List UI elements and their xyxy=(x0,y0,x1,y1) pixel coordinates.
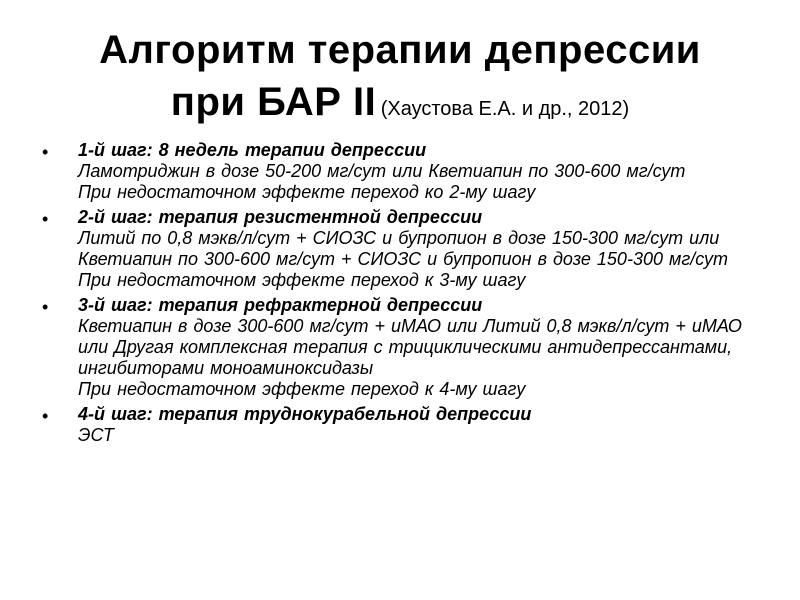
step-4-heading: 4-й шаг: терапия труднокурабельной депрессии xyxy=(78,404,532,424)
step-2-text: Литий по 0,8 мэкв/л/сут + СИОЗС и бупропион в дозе 150-300 мг/сут или Кветиапин по 300-600 мг/сут + СИОЗС и бупропион в дозе 150-300 мг/сут xyxy=(78,228,728,269)
step-1-text: Ламотриджин в дозе 50-200 мг/сут или Кветиапин по 300-600 мг/сут xyxy=(78,161,686,181)
step-1-transition: При недостаточном эффекте переход ко 2-му шагу xyxy=(78,182,536,202)
steps-list xyxy=(40,140,750,450)
step-3-text: Кветиапин в дозе 300-600 мг/сут + иМАО или Литий 0,8 мэкв/л/сут + иМАО или Другая комплексная терапия с трициклическими антидепрессантами, ингибиторами моноаминоксидазы xyxy=(78,316,742,378)
step-3-transition: При недостаточном эффекте переход к 4-му шагу xyxy=(78,379,526,399)
step-1 xyxy=(40,140,750,203)
title-line-2: при БАР II xyxy=(170,80,377,124)
bullet-icon: • xyxy=(42,297,49,317)
step-2-transition: При недостаточном эффекте переход к 3-му шагу xyxy=(78,270,526,290)
step-3-heading: 3-й шаг: терапия рефрактерной депрессии xyxy=(78,295,483,315)
bullet-icon: • xyxy=(42,209,49,229)
bullet-icon: • xyxy=(42,406,49,426)
step-4 xyxy=(40,404,750,446)
step-4-text: ЭСТ xyxy=(78,425,114,445)
step-3 xyxy=(40,295,750,400)
step-2 xyxy=(40,207,750,291)
step-2-heading: 2-й шаг: терапия резистентной депрессии xyxy=(78,207,483,227)
title-citation: (Хаустова Е.А. и др., 2012) xyxy=(380,98,630,120)
title-line-1: Алгоритм терапии депрессии xyxy=(99,28,701,72)
slide-title xyxy=(40,24,760,137)
step-1-heading: 1-й шаг: 8 недель терапии депрессии xyxy=(78,140,427,160)
bullet-icon: • xyxy=(42,142,49,162)
title-line-2-wrapper xyxy=(40,76,760,137)
